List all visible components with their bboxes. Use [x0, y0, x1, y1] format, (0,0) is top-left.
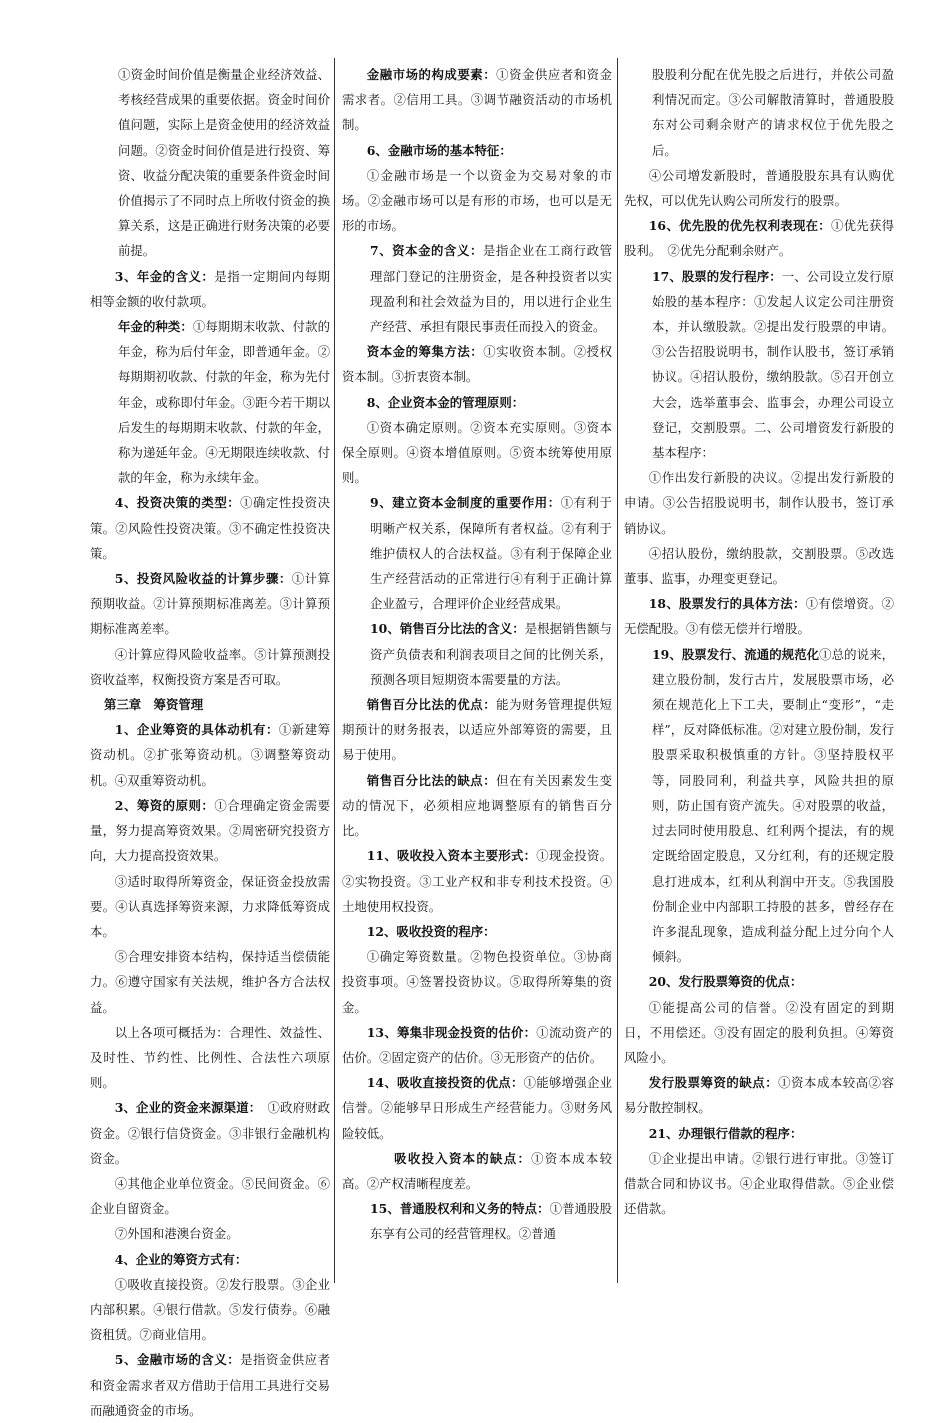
paragraph: [624, 642, 894, 970]
paragraph: [624, 163, 894, 213]
paragraph-text: 股股利分配在优先股之后进行，并依公司盈利情况而定。③公司解散清算时，普通股股东对公司剩余财产的请求权位于优先股之后。: [652, 67, 894, 158]
paragraph: [624, 591, 894, 641]
paragraph-text: ①普通股股东享有公司的经营管理权。②普通: [370, 1201, 613, 1242]
paragraph-text: 以上各项可概括为：合理性、效益性、及时性、节约性、比例性、合法性六项原则。: [90, 1024, 330, 1091]
paragraph: [342, 238, 612, 339]
paragraph-text: ①资本确定原则。②资本充实原则。③资本保全原则。④资本增值原则。⑤资本统筹使用原则。: [342, 419, 612, 486]
paragraph-text: 是指资金供应者和资金需求者双方借助于信用工具进行交易而融通资金的市场。: [90, 1352, 330, 1418]
paragraph-heading: 吸收投入资本的缺点：: [366, 1150, 532, 1166]
paragraph-heading: 6、金融市场的基本特征：: [366, 142, 512, 158]
paragraph-heading: 21、办理银行借款的程序：: [648, 1125, 803, 1141]
paragraph-text: 是根据销售额与资产负债表和利润表项目之间的比例关系，预测各项目短期资本需要量的方法。: [370, 621, 612, 687]
paragraph-text: ①金融市场是一个以资金为交易对象的市场。②金融市场可以是有形的市场，也可以是无形的市场。: [342, 167, 612, 234]
column-divider: [334, 58, 335, 1283]
paragraph-heading: 销售百分比法的优点：: [366, 697, 497, 713]
paragraph-heading: 17、股票的发行程序：: [652, 268, 782, 284]
paragraph: [90, 692, 330, 717]
paragraph-text: 是指一定期间内每期相等金额的收付款项。: [90, 268, 331, 309]
paragraph: [624, 465, 894, 541]
paragraph-heading: 8、企业资本金的管理原则：: [366, 394, 525, 410]
paragraph-text: ①新建筹资动机。②扩张筹资动机。③调整筹资动机。④双重筹资动机。: [90, 722, 330, 788]
paragraph-heading: 4、投资决策的类型：: [114, 495, 241, 511]
paragraph-text: 是指企业在工商行政管理部门登记的注册资金，是各种投资者以实现盈利和社会效益为目的，用以进行企业生产经营、承担有限民事责任而投入的资金。: [370, 243, 612, 335]
paragraph-heading: 4、企业的筹资方式有：: [114, 1251, 248, 1267]
paragraph-text: ④公司增发新股时，普通股股东具有认购优先权，可以优先认购公司所发行的股票。: [624, 167, 894, 209]
paragraph: [342, 1070, 612, 1146]
paragraph-heading: 第三章 筹资管理: [104, 697, 204, 713]
paragraph-heading: 销售百分比法的缺点：: [366, 772, 497, 788]
paragraph-text: ⑤合理安排资本结构，保持适当偿债能力。⑥遵守国家有关法规，维护各方合法权益。: [90, 949, 330, 1015]
paragraph-text: ①优先获得股利。 ②优先分配剩余财产。: [624, 218, 894, 259]
paragraph-text: ①确定筹资数量。②物色投资单位。③协商投资事项。④签署投资协议。⑤取得所筹集的资金。: [342, 949, 612, 1015]
paragraph: [342, 415, 612, 491]
paragraph-text: ①吸收直接投资。②发行股票。③企业内部积累。④银行借款。⑤发行债券。⑥融资租赁。⑦商业信用。: [90, 1276, 330, 1343]
paragraph-heading: 发行股票筹资的缺点：: [648, 1075, 779, 1091]
text-column-left: [90, 62, 330, 1423]
paragraph-heading: 10、销售百分比法的含义：: [370, 621, 525, 637]
paragraph-text: ①企业提出申请。②银行进行审批。③签订借款合同和协议书。④企业取得借款。⑤企业偿还借款。: [624, 1150, 894, 1217]
paragraph: [624, 995, 894, 1071]
paragraph-text: ①现金投资。②实物投资。③工业产权和非专利技术投资。④土地使用权投资。: [342, 848, 613, 914]
paragraph: [90, 1221, 330, 1246]
paragraph: [624, 541, 894, 591]
paragraph-heading: 金融市场的构成要素：: [366, 67, 497, 82]
paragraph-text: ①资金时间价值是衡量企业经济效益、考核经营成果的重要依据。资金时间价值问题，实际上是资金使用的经济效益问题。②资金时间价值是进行投资、筹资、收益分配决策的重要条件资金时间价值揭示了不同时点上所收付资金的换算关系，这是正确进行财务决策的必要前提。: [118, 67, 330, 259]
paragraph: [624, 264, 894, 466]
paragraph-heading: 13、筹集非现金投资的估价：: [366, 1024, 537, 1040]
paragraph-heading: 20、发行股票筹资的优点：: [648, 974, 803, 990]
paragraph-heading: 16、优先股的优先权利表现在：: [648, 218, 831, 234]
paragraph-text: ④其他企业单位资金。⑤民间资金。⑥企业自留资金。: [90, 1175, 330, 1217]
paragraph: [90, 869, 330, 945]
paragraph: [342, 616, 612, 692]
paragraph-text: 能为财务管理提供短期预计的财务报表，以适应外部筹资的需要，且易于使用。: [342, 697, 613, 763]
paragraph: [90, 717, 330, 793]
paragraph-heading: 7、资本金的含义：: [370, 243, 483, 259]
paragraph: [90, 264, 330, 314]
paragraph-heading: 19、股票发行、流通的规范化: [652, 646, 820, 662]
paragraph: [624, 1070, 894, 1120]
paragraph: [624, 1121, 894, 1146]
paragraph: [90, 1272, 330, 1348]
paragraph-text: ①总的说来，建立股份制，发行古片，发展股票市场，必须在规范化上下工夫，要制止“变形”，“走样”，反对降低标准。②对建立股份制，发行股票采取积极慎重的方针。③坚持股权平等，同股同利，利益共享，风险共担的原则，防止国有资产流失。④对股票的收益，过去同时使用股息、红利两个提法，有的规定既给固定股息，又分红利，有的还规定股息打进成本，红利从利润中开支。⑤我国股份制企业中内部职工持股的甚多，曾经存在许多混乱现象，造成利益分配上过分向个人倾斜。: [652, 646, 894, 965]
paragraph: [342, 843, 612, 919]
paragraph: [90, 1347, 330, 1423]
paragraph-heading: 5、投资风险收益的计算步骤：: [114, 571, 292, 587]
paragraph-text: ③适时取得所筹资金，保证资金投放需要。④认真选择筹资来源，力求降低筹资成本。: [90, 873, 330, 939]
paragraph-text: ①政府财政资金。②银行信贷资金。③非银行金融机构资金。: [90, 1100, 331, 1166]
paragraph: [90, 944, 330, 1020]
paragraph-heading: 9、建立资本金制度的重要作用：: [370, 495, 561, 511]
paragraph-heading: 5、金融市场的含义：: [114, 1352, 241, 1368]
paragraph-text: ①确定性投资决策。②风险性投资决策。③不确定性投资决策。: [90, 495, 330, 561]
paragraph-heading: 14、吸收直接投资的优点：: [366, 1075, 524, 1091]
paragraph: [90, 1171, 330, 1221]
paragraph-heading: 1、企业筹资的具体动机有：: [114, 722, 279, 738]
paragraph: [342, 339, 612, 389]
paragraph-text: ①合理确定资金需要量，努力提高筹资效果。②周密研究投资方向，大力提高投资效果。: [90, 797, 331, 864]
paragraph-text: ⑦外国和港澳台资金。: [114, 1226, 239, 1242]
paragraph-text: ①资本成本较高②容易分散控制权。: [624, 1075, 895, 1116]
paragraph: [342, 1146, 612, 1196]
paragraph: [342, 768, 612, 844]
paragraph-text: ①作出发行新股的决议。②提出发行新股的申请。③公告招股说明书，制作认股书，签订承销协议。: [624, 470, 894, 536]
paragraph-text: ④招认股份，缴纳股款，交割股票。⑤改选董事、监事，办理变更登记。: [624, 545, 894, 587]
paragraph: [342, 919, 612, 944]
paragraph-heading: 年金的种类：: [118, 319, 193, 335]
paragraph: [90, 1020, 330, 1096]
paragraph: [90, 566, 330, 642]
paragraph-text: ①实收资本制。②授权资本制。③折衷资本制。: [342, 344, 612, 385]
paragraph: [90, 62, 330, 264]
paragraph: [342, 138, 612, 163]
paragraph: [342, 1020, 612, 1070]
paragraph: [90, 1095, 330, 1171]
column-divider: [617, 58, 618, 1283]
paragraph-heading: 18、股票发行的具体方法：: [648, 596, 806, 612]
paragraph-text: ①每期期末收款、付款的年金，称为后付年金，即普通年金。②每期期初收款、付款的年金，称为先付年金，或称即付年金。③距今若干期以后发生的每期期末收款、付款的年金，称为递延年金。④无期限连续收款、付款的年金，称为永续年金。: [118, 319, 331, 486]
paragraph-text: ①能够增强企业信誉。②能够早日形成生产经营能力。③财务风险较低。: [342, 1075, 612, 1141]
paragraph: [342, 163, 612, 239]
paragraph-heading: 3、企业的资金来源渠道：: [114, 1100, 256, 1116]
paragraph-text: ①能提高公司的信誉。②没有固定的到期日，不用偿还。③没有固定的股利负担。④筹资风险小。: [624, 999, 894, 1065]
paragraph-heading: 15、普通股权利和义务的特点：: [370, 1201, 550, 1217]
paragraph: [624, 969, 894, 994]
paragraph-heading: 3、年金的含义：: [114, 268, 215, 284]
paragraph-text: ①有利于明晰产权关系，保障所有者权益。②有利于维护债权人的合法权益。③有利于保障企业生产经营活动的正常进行④有利于正确计算企业盈亏，合理评价企业经营成果。: [370, 495, 613, 612]
text-column-right: [624, 62, 894, 1221]
paragraph-heading: 2、筹资的原则：: [114, 797, 215, 813]
paragraph-text: ①计算预期收益。②计算预期标准离差。③计算预期标准离差率。: [90, 571, 331, 637]
paragraph: [624, 62, 894, 163]
paragraph: [90, 314, 330, 490]
paragraph: [624, 1146, 894, 1222]
paragraph-heading: 11、吸收投入资本主要形式：: [366, 848, 537, 864]
paragraph-text: ①有偿增资。②无偿配股。③有偿无偿并行增股。: [624, 596, 894, 637]
paragraph-text: ①资本成本较高。②产权清晰程度差。: [342, 1150, 613, 1191]
paragraph: [342, 62, 612, 138]
paragraph: [342, 490, 612, 616]
paragraph: [342, 944, 612, 1020]
paragraph: [342, 1196, 612, 1246]
paragraph: [90, 490, 330, 566]
paragraph-text: ①资金供应者和资金需求者。②信用工具。③调节融资活动的市场机制。: [342, 67, 613, 133]
paragraph: [342, 390, 612, 415]
paragraph: [624, 213, 894, 263]
paragraph-heading: 12、吸收投资的程序：: [366, 923, 496, 939]
paragraph: [90, 1247, 330, 1272]
paragraph-heading: 资本金的筹集方法：: [366, 344, 484, 360]
paragraph-text: 一、公司设立发行原始股的基本程序：①发起人议定公司注册资本，并认缴股款。②提出发行股票的申请。③公告招股说明书，制作认股书，签订承销协议。④招认股份，缴纳股款。⑤召开创立大会，选举董事会、监事会，办理公司设立登记，交割股票。二、公司增资发行新股的基本程序：: [652, 268, 894, 461]
paragraph: [90, 793, 330, 869]
paragraph: [342, 692, 612, 768]
paragraph-text: ④计算应得风险收益率。⑤计算预测投资收益率，权衡投资方案是否可取。: [90, 646, 330, 687]
paragraph-text: ①流动资产的估价。②固定资产的估价。③无形资产的估价。: [342, 1024, 613, 1065]
text-column-middle: [342, 62, 612, 1247]
paragraph-text: 但在有关因素发生变动的情况下，必须相应地调整原有的销售百分比。: [342, 772, 613, 839]
paragraph: [90, 642, 330, 692]
